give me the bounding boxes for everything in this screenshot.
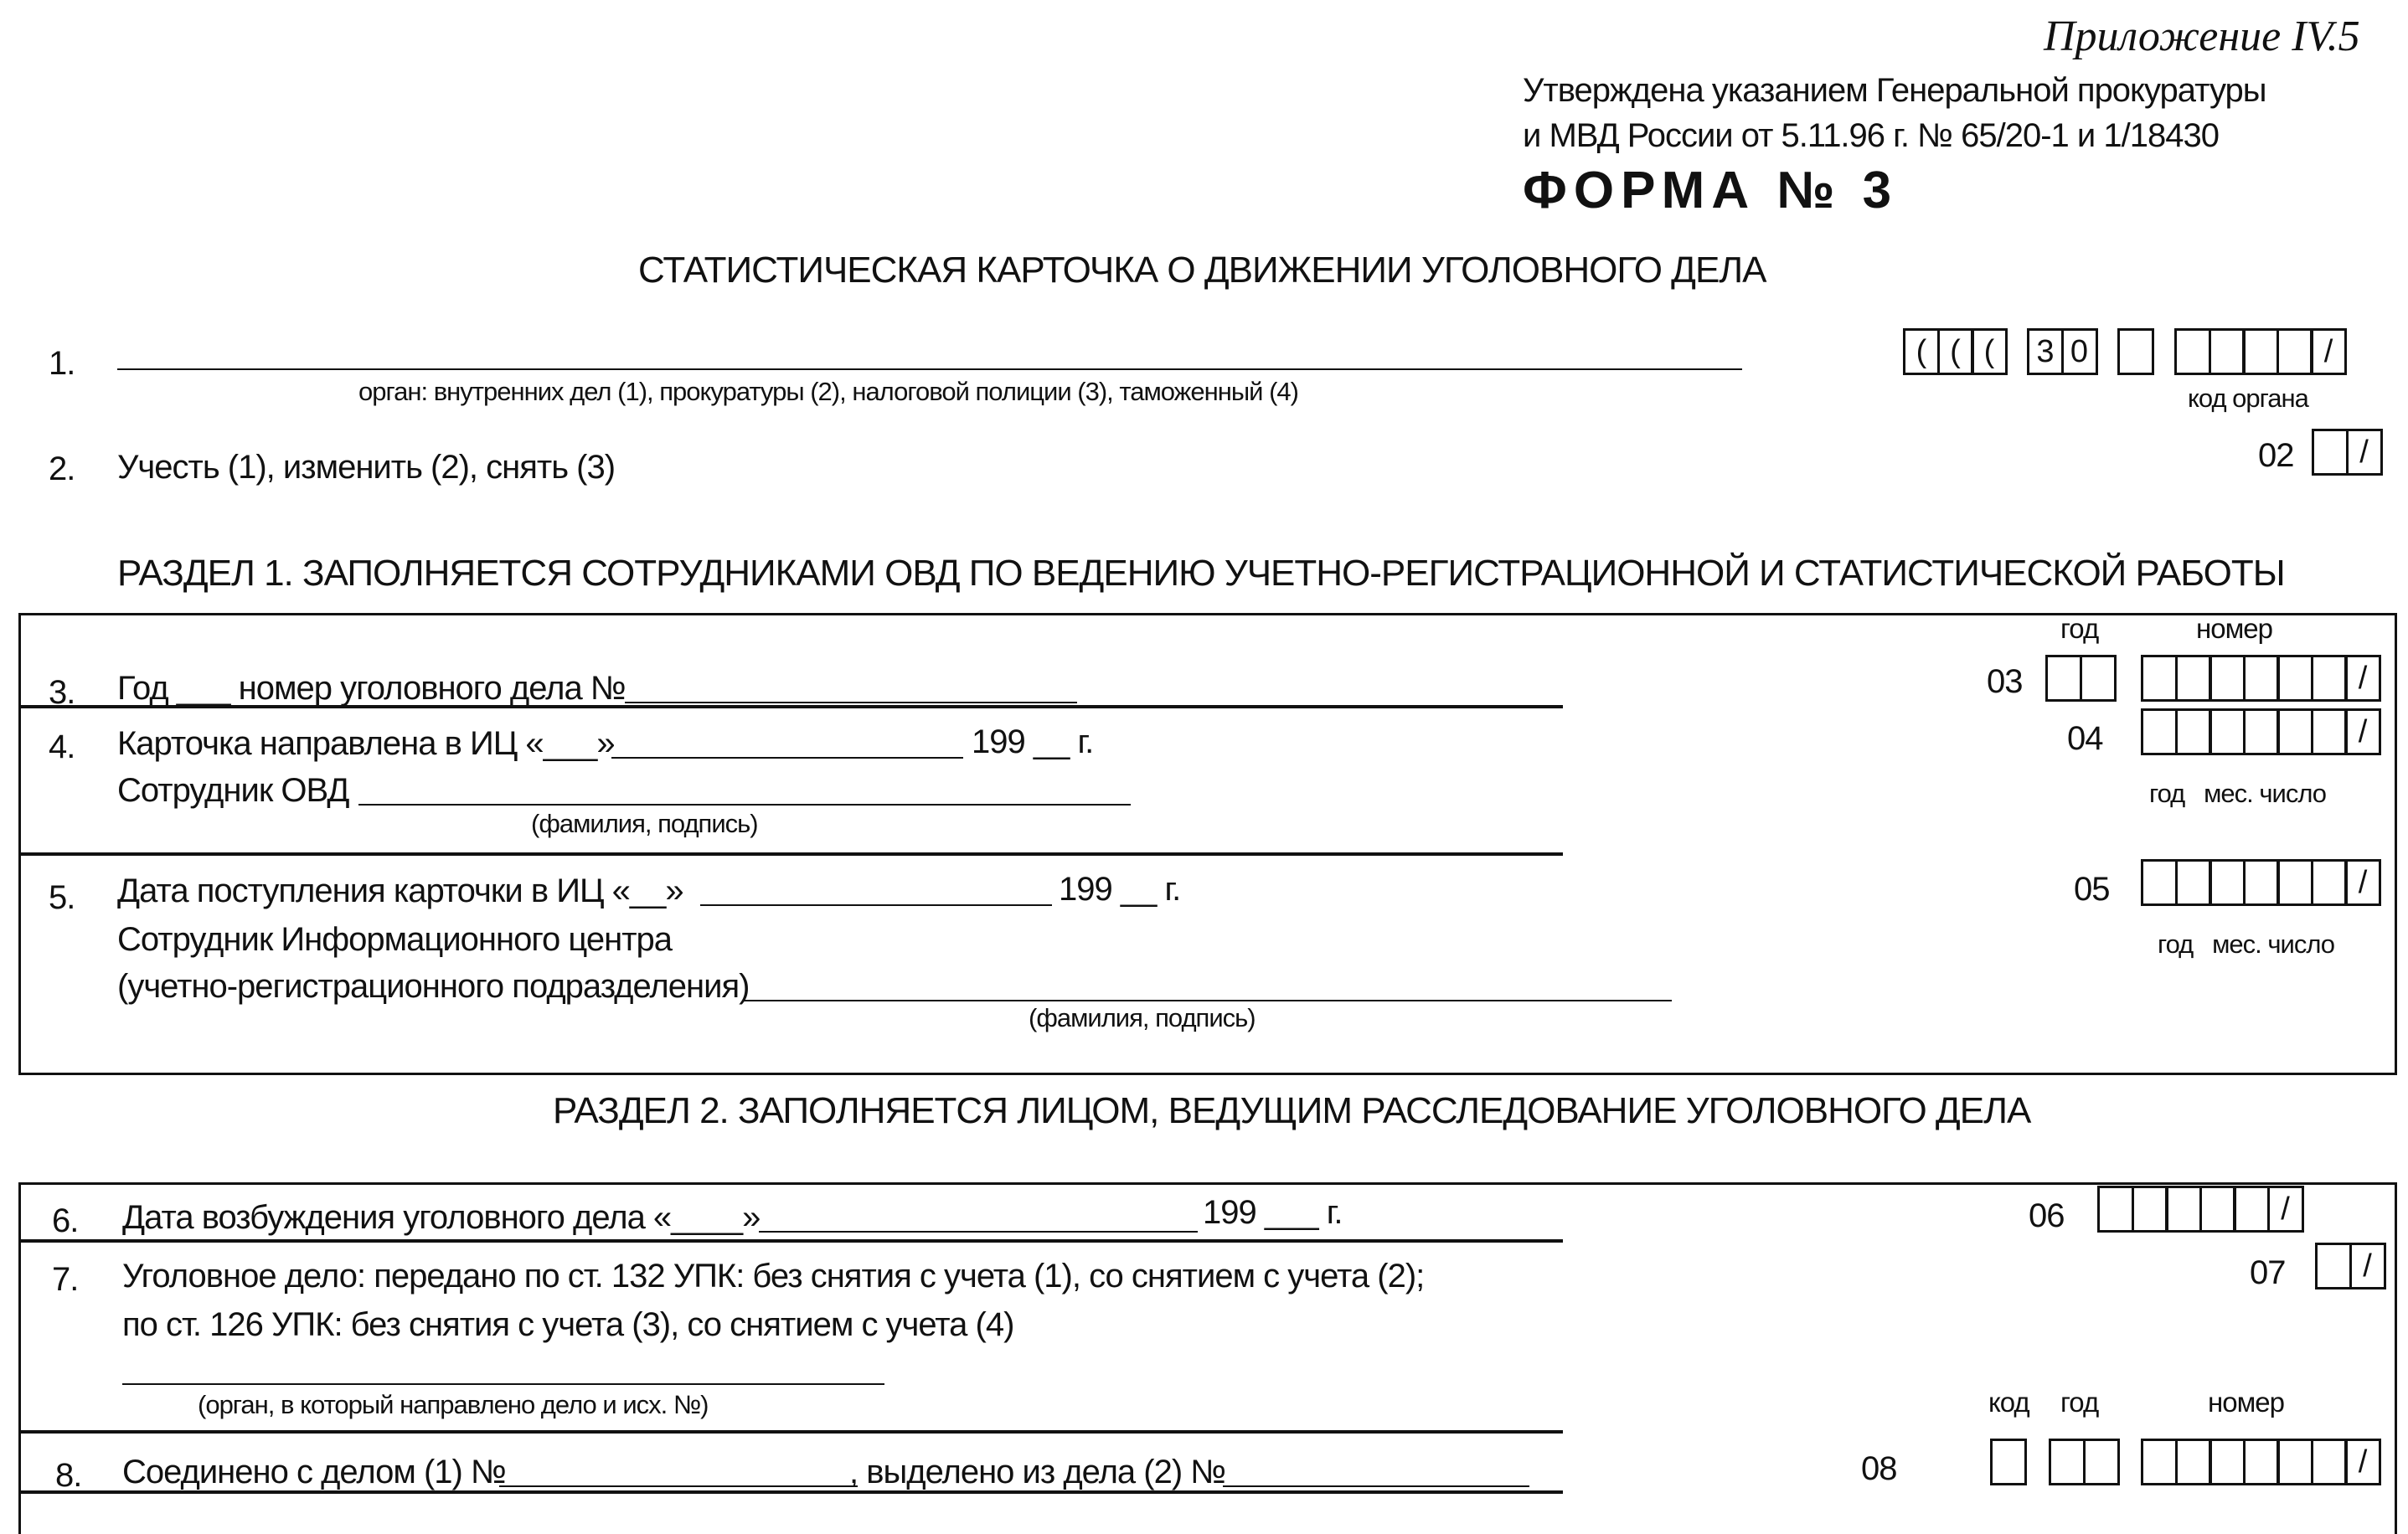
code-cell[interactable]: 0 xyxy=(2061,328,2098,375)
code-cell[interactable] xyxy=(2311,1439,2348,1485)
item-5-number: 5. xyxy=(49,879,75,916)
item-2-code: 02 xyxy=(2258,437,2294,474)
item-7-cells[interactable] xyxy=(2315,1243,2386,1289)
code-cell[interactable] xyxy=(2141,1439,2178,1485)
item-8-text-1: Соединено с делом (1) № xyxy=(122,1454,506,1490)
form-title: ФОРМА № 3 xyxy=(1523,162,1899,219)
organ-code-cells-a[interactable] xyxy=(1903,328,2008,375)
code-cell[interactable] xyxy=(2132,1186,2168,1233)
code-cell[interactable]: 3 xyxy=(2027,328,2064,375)
item-8-code-cells[interactable] xyxy=(1990,1439,2027,1485)
item-6-text: Дата возбуждения уголовного дела «____» xyxy=(122,1199,761,1236)
code-cell[interactable] xyxy=(2175,859,2212,906)
item-6-date-cells[interactable] xyxy=(2097,1186,2304,1233)
code-cell[interactable] xyxy=(2175,1439,2212,1485)
item-7-caption: (орган, в который направлено дело и исх. №) xyxy=(198,1390,709,1419)
item-4-number: 4. xyxy=(49,728,75,765)
code-cell[interactable] xyxy=(2141,655,2178,702)
section-2-number-header: номер xyxy=(2208,1387,2284,1418)
item-5-sig-caption: (фамилия, подпись) xyxy=(1029,1003,1256,1032)
code-cell[interactable] xyxy=(2209,859,2246,906)
item-3-year-cells[interactable] xyxy=(2045,655,2117,702)
item-6-code: 06 xyxy=(2029,1197,2065,1234)
item-1-line xyxy=(117,368,1742,370)
code-cell[interactable] xyxy=(2080,655,2117,702)
item-6-number: 6. xyxy=(52,1202,79,1239)
item-4-code: 04 xyxy=(2067,720,2103,757)
code-cell[interactable] xyxy=(2312,429,2349,476)
item-4-sig-line xyxy=(358,804,1131,806)
code-cell[interactable] xyxy=(2315,1243,2352,1289)
code-cell[interactable] xyxy=(2165,1186,2202,1233)
code-cell[interactable] xyxy=(1990,1439,2027,1485)
item-4-date-line xyxy=(611,757,963,759)
code-cell[interactable] xyxy=(2049,1439,2086,1485)
code-cell[interactable]: / xyxy=(2344,1439,2381,1485)
code-cell[interactable] xyxy=(2175,708,2212,755)
document-title: СТАТИСТИЧЕСКАЯ КАРТОЧКА О ДВИЖЕНИИ УГОЛОВНОГО ДЕЛА xyxy=(638,250,1766,291)
code-cell[interactable] xyxy=(2097,1186,2134,1233)
section-2-code-header: код xyxy=(1988,1387,2029,1418)
item-7-line1: Уголовное дело: передано по ст. 132 УПК: без снятия с учета (1), со снятием с учета (2); xyxy=(122,1258,1425,1295)
item-8-text-2: , выделено из дела (2) № xyxy=(849,1454,1226,1490)
item-8-divider xyxy=(18,1490,1563,1494)
item-4-date-cells[interactable] xyxy=(2141,708,2381,755)
code-cell[interactable] xyxy=(2083,1439,2120,1485)
item-8-line-2 xyxy=(1223,1485,1529,1487)
code-cell[interactable]: ( xyxy=(1903,328,1940,375)
code-cell[interactable] xyxy=(2141,708,2178,755)
item-3-number: 3. xyxy=(49,674,75,711)
approval-line-1: Утверждена указанием Генеральной прокуратуры xyxy=(1523,72,2266,109)
code-cell[interactable] xyxy=(2277,708,2313,755)
item-8-year-cells[interactable] xyxy=(2049,1439,2120,1485)
code-cell[interactable] xyxy=(2045,655,2082,702)
code-cell[interactable]: / xyxy=(2346,429,2383,476)
code-cell[interactable]: / xyxy=(2310,328,2347,375)
code-cell[interactable] xyxy=(2277,859,2313,906)
item-5-sig-line xyxy=(744,1000,1672,1001)
item-4-sig-caption: (фамилия, подпись) xyxy=(531,809,758,838)
item-1-number: 1. xyxy=(49,345,75,382)
item-3-code: 03 xyxy=(1987,663,2023,700)
code-cell[interactable] xyxy=(2311,708,2348,755)
item-6-year: 199 ___ г. xyxy=(1203,1194,1343,1231)
item-7-organ-line xyxy=(122,1383,884,1385)
item-5-year: 199 __ г. xyxy=(1059,871,1181,908)
item-7-code: 07 xyxy=(2250,1254,2286,1291)
item-4-date-labels: год мес. число xyxy=(2149,779,2327,808)
item-5-line2: Сотрудник Информационного центра xyxy=(117,921,673,958)
code-cell[interactable] xyxy=(2311,859,2348,906)
item-5-date-cells[interactable] xyxy=(2141,859,2381,906)
code-cell[interactable]: / xyxy=(2344,655,2381,702)
item-1-caption: орган: внутренних дел (1), прокуратуры (2), налоговой полиции (3), таможенный (4) xyxy=(358,377,1298,406)
code-cell[interactable] xyxy=(2243,655,2280,702)
item-5-date-labels: год мес. число xyxy=(2158,929,2335,959)
section-2-title: РАЗДЕЛ 2. ЗАПОЛНЯЕТСЯ ЛИЦОМ, ВЕДУЩИМ РАССЛЕДОВАНИЕ УГОЛОВНОГО ДЕЛА xyxy=(553,1090,2031,1131)
item-3-text: Год ___ номер уголовного дела № xyxy=(117,670,626,707)
item-8-line-1 xyxy=(499,1485,858,1487)
code-cell[interactable] xyxy=(2277,328,2313,375)
code-cell[interactable] xyxy=(2117,328,2154,375)
item-8-number: 8. xyxy=(55,1457,82,1494)
code-cell[interactable] xyxy=(2209,708,2246,755)
item-6-date-line xyxy=(759,1231,1198,1233)
code-cell[interactable] xyxy=(2174,328,2211,375)
code-cell[interactable] xyxy=(2141,859,2178,906)
code-cell[interactable] xyxy=(2199,1186,2236,1233)
code-cell[interactable] xyxy=(2242,328,2279,375)
item-3-number-line xyxy=(625,702,1077,703)
item-8-code: 08 xyxy=(1861,1450,1897,1487)
code-cell[interactable]: / xyxy=(2267,1186,2304,1233)
code-cell[interactable] xyxy=(2277,655,2313,702)
item-3-number-cells[interactable] xyxy=(2141,655,2381,702)
code-cell[interactable] xyxy=(2175,655,2212,702)
section-1-title: РАЗДЕЛ 1. ЗАПОЛНЯЕТСЯ СОТРУДНИКАМИ ОВД ПО ВЕДЕНИЮ УЧЕТНО-РЕГИСТРАЦИОННОЙ И СТАТИСТИЧЕСКОЙ РАБОТЫ xyxy=(117,553,2285,594)
code-cell[interactable]: ( xyxy=(1971,328,2008,375)
code-cell[interactable] xyxy=(2209,655,2246,702)
organ-code-label: код органа xyxy=(2188,384,2308,413)
approval-line-2: и МВД России от 5.11.96 г. № 65/20-1 и 1/18430 xyxy=(1523,117,2219,154)
appendix-label: Приложение IV.5 xyxy=(2044,13,2360,60)
organ-code-cells-b[interactable] xyxy=(2027,328,2098,375)
organ-code-cells-d[interactable] xyxy=(2174,328,2347,375)
section-1-year-header: год xyxy=(2060,613,2099,644)
item-2-cells[interactable] xyxy=(2312,429,2383,476)
item-7-divider xyxy=(18,1430,1563,1434)
code-cell[interactable]: / xyxy=(2344,859,2381,906)
item-6-divider xyxy=(18,1239,1563,1243)
item-4-year: 199 __ г. xyxy=(972,723,1094,760)
item-2-text: Учесть (1), изменить (2), снять (3) xyxy=(117,449,616,486)
section-2-year-header: год xyxy=(2060,1387,2099,1418)
code-cell[interactable]: / xyxy=(2344,708,2381,755)
code-cell[interactable] xyxy=(2243,708,2280,755)
code-cell[interactable] xyxy=(2277,1439,2313,1485)
code-cell[interactable] xyxy=(2243,1439,2280,1485)
item-5-line3: (учетно-регистрационного подразделения) xyxy=(117,968,750,1005)
item-2-number: 2. xyxy=(49,450,75,487)
item-5-code: 05 xyxy=(2074,871,2110,908)
code-cell[interactable]: / xyxy=(2349,1243,2386,1289)
section-1-number-header: номер xyxy=(2196,613,2272,644)
item-5-date-line xyxy=(700,904,1052,906)
code-cell[interactable] xyxy=(2233,1186,2270,1233)
item-4-line1: Карточка направлена в ИЦ «___» xyxy=(117,725,615,762)
item-8-number-cells[interactable] xyxy=(2141,1439,2381,1485)
code-cell[interactable] xyxy=(2311,655,2348,702)
item-5-line1: Дата поступления карточки в ИЦ «__» xyxy=(117,873,683,909)
code-cell[interactable]: ( xyxy=(1937,328,1974,375)
item-4-divider xyxy=(18,852,1563,856)
code-cell[interactable] xyxy=(2243,859,2280,906)
item-4-line2: Сотрудник ОВД xyxy=(117,772,349,809)
item-3-divider xyxy=(18,705,1563,708)
code-cell[interactable] xyxy=(2209,328,2246,375)
organ-code-cells-c[interactable] xyxy=(2117,328,2154,375)
item-7-number: 7. xyxy=(52,1261,79,1298)
item-7-line2: по ст. 126 УПК: без снятия с учета (3), со снятием с учета (4) xyxy=(122,1306,1014,1343)
code-cell[interactable] xyxy=(2209,1439,2246,1485)
